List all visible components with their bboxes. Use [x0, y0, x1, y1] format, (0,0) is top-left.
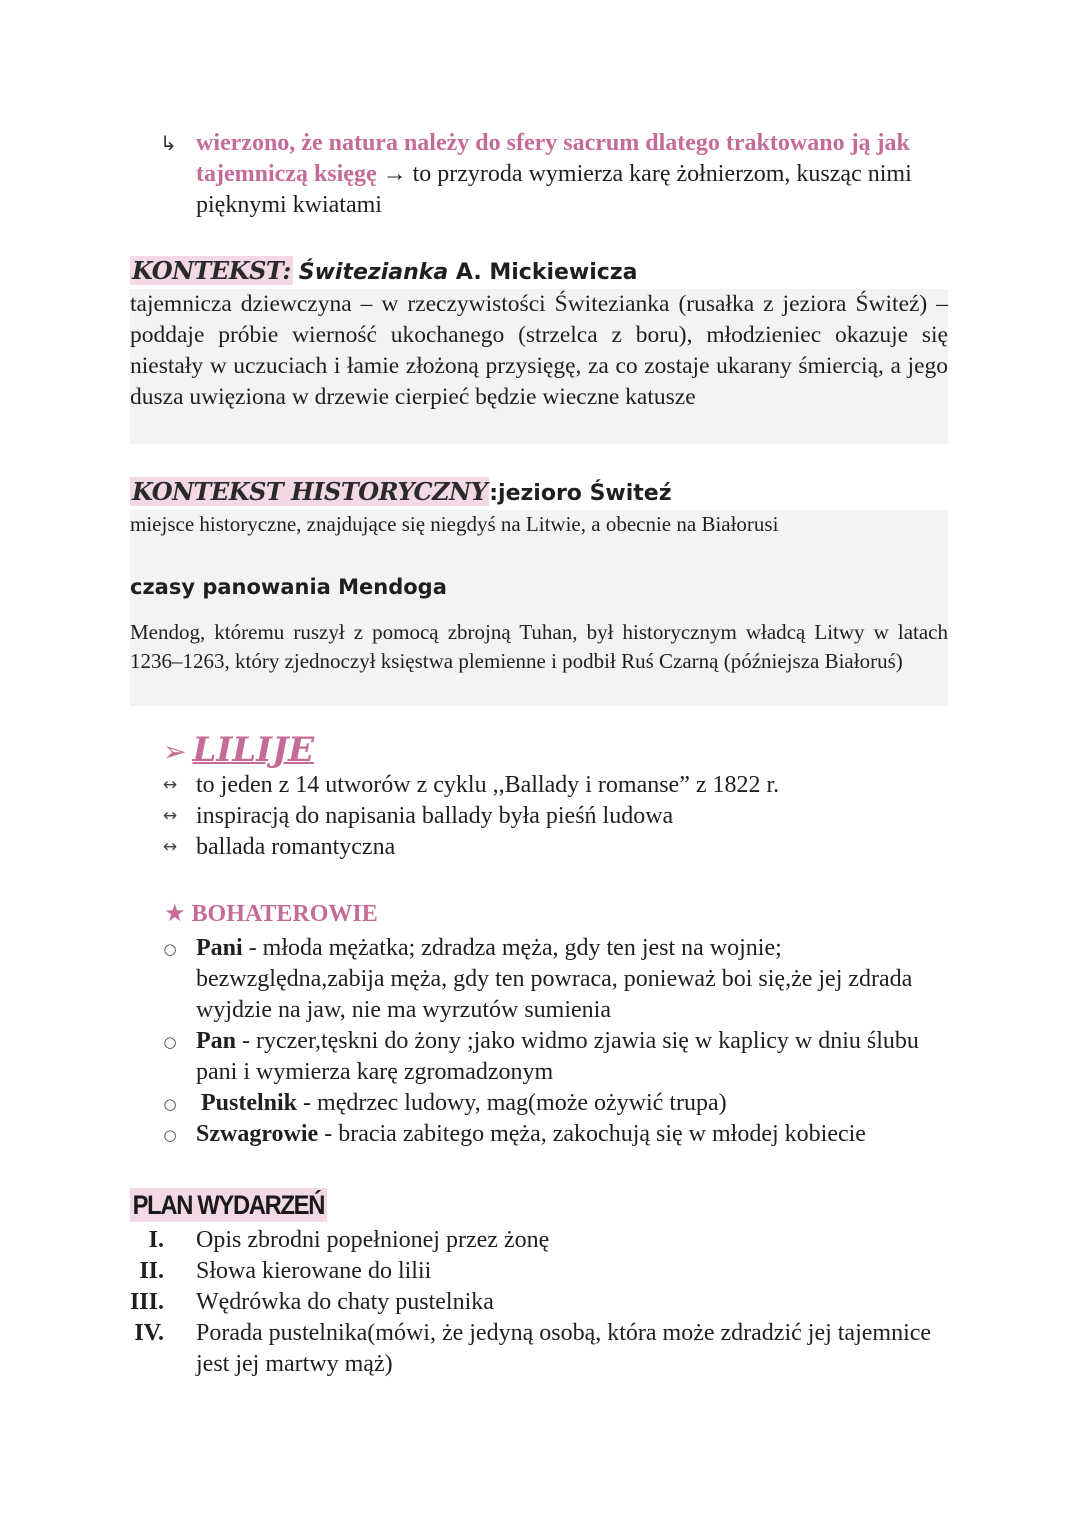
character-name: Pan	[196, 1028, 237, 1054]
plan-item	[110, 1225, 950, 1256]
plan-item	[110, 1256, 950, 1287]
circle-bullet-icon: ○	[163, 1095, 177, 1113]
circle-bullet-icon: ○	[163, 940, 177, 958]
plan-item-number: I.	[148, 1227, 164, 1253]
plan-item-text: Słowa kierowane do lilii	[196, 1258, 432, 1284]
plan-item-text: Porada pustelnika(mówi, że jedyną osobą, która może zdradzić jej tajemnice jest jej martwy mąż)	[196, 1320, 932, 1377]
character-item	[160, 933, 960, 1026]
historical-context-text: miejsce historyczne, znajdujące się niegdyś na Litwie, a obecnie na Białorusi	[130, 512, 779, 536]
circle-bullet-icon: ○	[163, 1033, 177, 1051]
context-paragraph	[130, 289, 948, 444]
plan-heading: PLAN WYDARZEŃ	[130, 1188, 327, 1222]
character-desc: - mędrzec ludowy, mag(może ożywić trupa)	[297, 1090, 727, 1116]
plan-item	[110, 1287, 950, 1318]
character-desc: - młoda mężatka; zdradza męża, gdy ten jest na wojnie; bezwzględna,zabija męża, gdy ten powraca, ponieważ boi się,że jej zdrada wyjdzie na jaw, nie ma wyrzutów sumienia	[196, 935, 913, 1023]
lilije-list	[160, 770, 960, 863]
character-item	[160, 1119, 960, 1150]
character-name: Pani	[196, 935, 243, 961]
historical-context-label: KONTEKST HISTORYCZNY	[132, 477, 488, 506]
mendog-heading: czasy panowania Mendoga	[130, 575, 447, 599]
context-text: tajemnicza dziewczyna – w rzeczywistości Świtezianka (rusałka z jeziora Świteź) – poddaje próbie wierność ukochanego (strzelca z boru), młodzieniec okazuje się niestały w uczuciach i łamie złożoną przysięgę, za co zostaje ukarany śmiercią, a jego dusza uwięziona w drzewie cierpieć będzie wieczne katusze	[130, 291, 948, 410]
double-arrow-icon: ↔	[162, 837, 178, 857]
list-item	[160, 770, 960, 801]
historical-context-title: :jezioro Świteź	[489, 481, 672, 506]
mendog-text: Mendog, któremu ruszył z pomocą zbrojną Tuhan, był historycznym władcą Litwy w latach 1236–1263, który zjednoczył księstwa plemienne i podbił Ruś Czarną (późniejsza Białoruś)	[130, 620, 948, 673]
list-item-text: to jeden z 14 utworów z cyklu ,,Ballady i romanse” z 1822 r.	[196, 772, 780, 798]
character-name: Pustelnik	[201, 1090, 298, 1116]
plan-item-number: IV.	[134, 1320, 164, 1346]
arrow-marker-icon: ➢	[163, 735, 187, 768]
list-item-text: ballada romantyczna	[196, 834, 396, 860]
character-item	[160, 1088, 960, 1119]
plan-item-text: Opis zbrodni popełnionej przez żonę	[196, 1227, 550, 1253]
intro-bullet	[160, 128, 960, 221]
context-title-italic: Świtezianka	[298, 260, 449, 285]
double-arrow-icon: ↔	[162, 775, 178, 795]
list-item-text: inspiracją do napisania ballady była pieśń ludowa	[196, 803, 674, 829]
lilije-title: LILIJE	[192, 730, 315, 770]
plan-item-number: II.	[139, 1258, 164, 1284]
plan-item-text: Wędrówka do chaty pustelnika	[196, 1289, 494, 1315]
lilije-heading	[163, 730, 314, 772]
characters-list	[160, 933, 960, 1150]
character-item	[160, 1026, 960, 1088]
list-item	[160, 801, 960, 832]
context-heading	[130, 256, 637, 288]
double-arrow-icon: ↔	[162, 806, 178, 826]
plan-item	[110, 1318, 950, 1380]
context-label: KONTEKST:	[132, 256, 291, 285]
historical-context-block	[130, 510, 948, 706]
star-icon: ★	[164, 899, 186, 927]
context-title-rest: A. Mickiewicza	[448, 260, 638, 285]
historical-context-heading	[130, 477, 672, 509]
character-name: Szwagrowie	[196, 1121, 319, 1147]
character-desc: - bracia zabitego męża, zakochują się w młodej kobiecie	[318, 1121, 866, 1147]
plan-list	[110, 1225, 950, 1380]
intro-highlight: wierzono, że natura należy do sfery sacrum dlatego traktowano ją jak tajemniczą księgę	[196, 130, 910, 187]
circle-bullet-icon: ○	[163, 1126, 177, 1144]
list-item	[160, 832, 960, 863]
return-arrow-icon: ↳	[160, 131, 177, 155]
plan-item-number: III.	[129, 1289, 164, 1315]
character-desc: - ryczer,tęskni do żony ;jako widmo zjawia się w kaplicy w dniu ślubu pani i wymierza karę zgromadzonym	[196, 1028, 919, 1085]
characters-heading	[164, 898, 378, 929]
intro-rest: → to przyroda wymierza karę żołnierzom, kusząc nimi pięknymi kwiatami	[196, 161, 912, 218]
characters-title: BOHATEROWIE	[191, 901, 378, 927]
